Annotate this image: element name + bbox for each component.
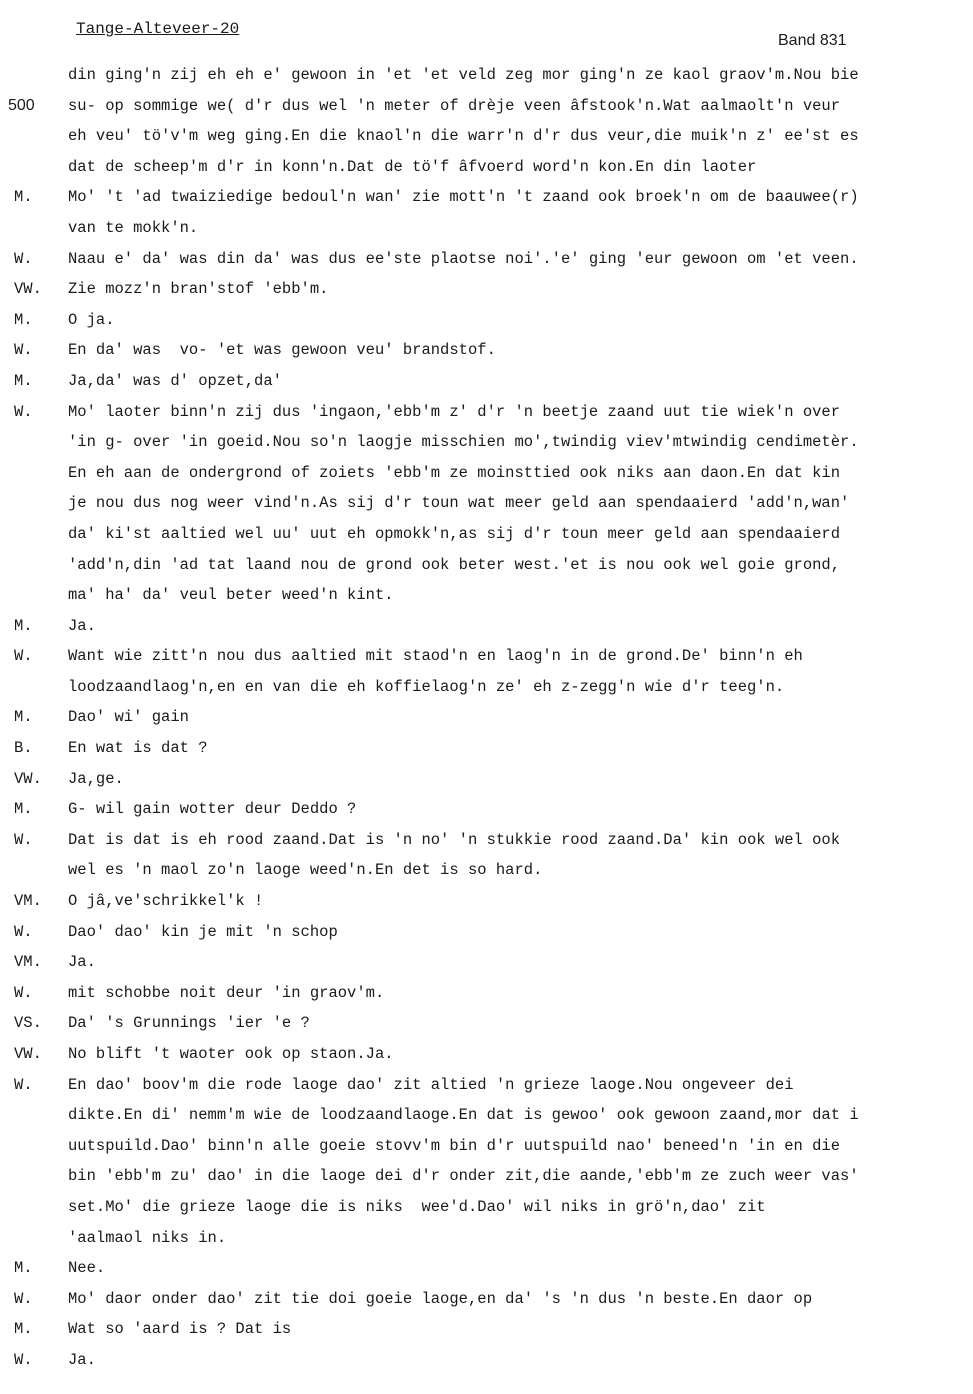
- transcript-line: [0, 702, 973, 733]
- line-text: wel es 'n maol zo'n laoge weed'n.En det is so hard.: [68, 861, 543, 880]
- transcript-line: [0, 213, 973, 244]
- transcript-line: [0, 121, 973, 152]
- transcript-line: [0, 1131, 973, 1162]
- speaker-label: VW.: [14, 769, 42, 788]
- line-text: Ja.: [68, 1350, 96, 1369]
- speaker-label: W.: [14, 983, 33, 1002]
- transcript-line: [0, 886, 973, 917]
- line-text: 'in g- over 'in goeid.Nou so'n laogje misschien mo',twindig viev'mtwindig cendimetèr.: [68, 433, 859, 452]
- line-text: Da' 's Grunnings 'ier 'e ?: [68, 1014, 310, 1033]
- transcript-line: [0, 550, 973, 581]
- line-text: Dao' dao' kin je mit 'n schop: [68, 922, 338, 941]
- transcript-line: [0, 397, 973, 428]
- line-text: Ja.: [68, 616, 96, 635]
- line-text: da' ki'st aaltied wel uu' uut eh opmokk'n,as sij d'r toun meer geld aan spendaaierd: [68, 524, 841, 543]
- speaker-label: M.: [14, 800, 33, 819]
- line-text: En eh aan de ondergrond of zoiets 'ebb'm ze moinsttied ook niks aan daon.En dat kin: [68, 463, 841, 482]
- line-text: Ja.: [68, 953, 96, 972]
- speaker-label: VW.: [14, 280, 42, 299]
- transcript-line: [0, 1345, 973, 1376]
- transcript-line: [0, 825, 973, 856]
- speaker-label: W.: [14, 402, 33, 421]
- line-text: dikte.En di' nemm'm wie de loodzaandlaoge.En dat is gewoo' ook gewoon zaand,mor dat i: [68, 1106, 859, 1125]
- line-text: Dao' wi' gain: [68, 708, 189, 727]
- speaker-label: M.: [14, 310, 33, 329]
- line-text: Ja,da' was d' opzet,da': [68, 371, 282, 390]
- document-title: Tange-Alteveer-20: [76, 20, 240, 38]
- line-text: Mo' laoter binn'n zij dus 'ingaon,'ebb'm z' d'r 'n beetje zaand uut tie wiek'n over: [68, 402, 841, 421]
- line-text: Dat is dat is eh rood zaand.Dat is 'n no' 'n stukkie rood zaand.Da' kin ook wel ook: [68, 830, 841, 849]
- transcript-line: [0, 978, 973, 1009]
- transcript-line: [0, 641, 973, 672]
- transcript-line: [0, 947, 973, 978]
- transcript-line: [0, 244, 973, 275]
- transcript-line: [0, 1161, 973, 1192]
- speaker-label: W.: [14, 1075, 33, 1094]
- line-text: su- op sommige we( d'r dus wel 'n meter of drèje veen âfstook'n.Wat aalmaolt'n veur: [68, 96, 841, 115]
- speaker-label: VM.: [14, 892, 42, 911]
- speaker-label: VM.: [14, 953, 42, 972]
- line-text: din ging'n zij eh eh e' gewoon in 'et 'et veld zeg mor ging'n ze kaol graov'm.Nou bie: [68, 66, 859, 84]
- line-text: En dao' boov'm die rode laoge dao' zit altied 'n grieze laoge.Nou ongeveer dei: [68, 1075, 794, 1094]
- line-text: van te mokk'n.: [68, 218, 199, 237]
- transcript-line: [0, 182, 973, 213]
- transcript-line: [0, 152, 973, 183]
- speaker-label: VS.: [14, 1014, 42, 1033]
- speaker-label: M.: [14, 371, 33, 390]
- transcript-line: [0, 519, 973, 550]
- transcript-line: [0, 1253, 973, 1284]
- line-text: eh veu' tö'v'm weg ging.En die knaol'n die warr'n d'r dus veur,die muik'n z' ee'st es: [68, 127, 859, 146]
- line-text: Mo' daor onder dao' zit tie doi goeie laoge,en da' 's 'n dus 'n beste.En daor op: [68, 1289, 813, 1308]
- speaker-label: VW.: [14, 1045, 42, 1063]
- transcript-line: [0, 60, 973, 91]
- transcript-line: [0, 91, 973, 122]
- transcript-line: [0, 1223, 973, 1254]
- line-text: set.Mo' die grieze laoge die is niks wee'd.Dao' wil niks in grö'n,dao' zit: [68, 1197, 766, 1216]
- transcript-lines: [0, 60, 973, 1376]
- line-text: 'add'n,din 'ad tat laand nou de grond ook beter west.'et is nou ook wel goie grond,: [68, 555, 841, 574]
- transcript-line: [0, 274, 973, 305]
- transcript-line: [0, 611, 973, 642]
- speaker-label: W.: [14, 1289, 33, 1308]
- speaker-label: B.: [14, 739, 33, 758]
- speaker-label: W.: [14, 830, 33, 849]
- line-text: En wat is dat ?: [68, 739, 208, 758]
- transcript-line: [0, 1284, 973, 1315]
- transcript-line: [0, 305, 973, 336]
- transcript-line: [0, 764, 973, 795]
- speaker-label: M.: [14, 616, 33, 635]
- line-text: Wat so 'aard is ? Dat is: [68, 1320, 292, 1339]
- speaker-label: W.: [14, 1350, 33, 1369]
- transcript-line: [0, 458, 973, 489]
- line-text: mit schobbe noit deur 'in graov'm.: [68, 983, 385, 1002]
- line-text: dat de scheep'm d'r in konn'n.Dat de tö'f âfvoerd word'n kon.En din laoter: [68, 157, 757, 176]
- line-text: O jâ,ve'schrikkel'k !: [68, 892, 264, 911]
- transcript-line: [0, 580, 973, 611]
- transcript-line: [0, 733, 973, 764]
- line-text: je nou dus nog weer vind'n.As sij d'r toun wat meer geld aan spendaaierd 'add'n,wan': [68, 494, 850, 513]
- transcript-line: [0, 672, 973, 703]
- transcript-line: [0, 1100, 973, 1131]
- speaker-label: W.: [14, 249, 33, 268]
- transcript-line: [0, 1070, 973, 1101]
- band-number: Band 831: [778, 32, 847, 49]
- line-text: Naau e' da' was din da' was dus ee'ste plaotse noi'.'e' ging 'eur gewoon om 'et veen.: [68, 249, 859, 268]
- transcript-line: [0, 917, 973, 948]
- line-text: bin 'ebb'm zu' dao' in die laoge dei d'r onder zit,die aande,'ebb'm ze zuch weer vas': [68, 1167, 859, 1186]
- line-text: No blift 't waoter ook op staon.Ja.: [68, 1045, 394, 1063]
- transcript-line: [0, 427, 973, 458]
- line-text: Nee.: [68, 1259, 106, 1278]
- transcript-line: [0, 488, 973, 519]
- transcript-line: [0, 1008, 973, 1039]
- line-text: uutspuild.Dao' binn'n alle goeie stovv'm bin d'r uutspuild nao' beneed'n 'in en die: [68, 1136, 841, 1155]
- line-number: 500: [8, 96, 35, 114]
- transcript-line: [0, 1039, 973, 1070]
- transcript-line: [0, 335, 973, 366]
- speaker-label: M.: [14, 1320, 33, 1339]
- line-text: Zie mozz'n bran'stof 'ebb'm.: [68, 280, 329, 299]
- transcript-line: [0, 366, 973, 397]
- line-text: ma' ha' da' veul beter weed'n kint.: [68, 586, 394, 605]
- line-text: O ja.: [68, 310, 115, 329]
- line-text: Mo' 't 'ad twaiziedige bedoul'n wan' zie mott'n 't zaand ook broek'n om de baauwee(r): [68, 188, 859, 207]
- transcript-line: [0, 794, 973, 825]
- speaker-label: W.: [14, 341, 33, 360]
- transcript-line: [0, 855, 973, 886]
- speaker-label: W.: [14, 922, 33, 941]
- speaker-label: M.: [14, 188, 33, 207]
- line-text: Want wie zitt'n nou dus aaltied mit staod'n en laog'n in de grond.De' binn'n eh: [68, 647, 803, 666]
- line-text: Ja,ge.: [68, 769, 124, 788]
- line-text: G- wil gain wotter deur Deddo ?: [68, 800, 357, 819]
- speaker-label: M.: [14, 1259, 33, 1278]
- line-text: loodzaandlaog'n,en en van die eh koffielaog'n ze' eh z-zegg'n wie d'r teeg'n.: [68, 677, 785, 696]
- transcript-line: [0, 1314, 973, 1345]
- line-text: En da' was vo- 'et was gewoon veu' brandstof.: [68, 341, 496, 360]
- line-text: 'aalmaol niks in.: [68, 1228, 227, 1247]
- speaker-label: W.: [14, 647, 33, 666]
- speaker-label: M.: [14, 708, 33, 727]
- transcript-line: [0, 1192, 973, 1223]
